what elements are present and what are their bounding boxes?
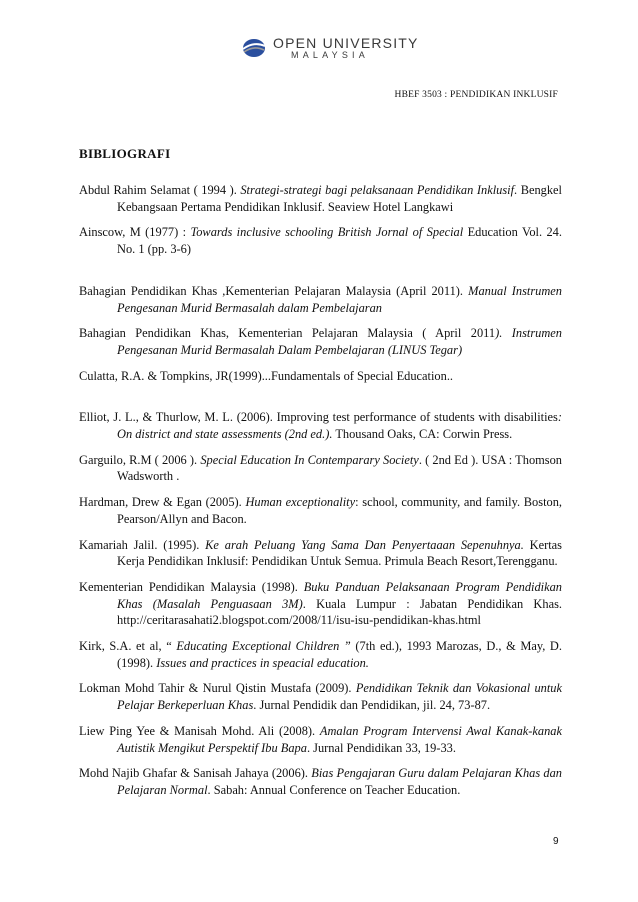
- reference-item: Bahagian Pendidikan Khas ,Kementerian Pelajaran Malaysia (April 2011). Manual Instrumen Pengesanan Murid Bermasalah dalam Pembelajaran: [79, 283, 563, 315]
- logo-text-line2: MALAYSIA: [291, 50, 369, 60]
- reference-item: Ainscow, M (1977) : Towards inclusive schooling British Jornal of Special Education Vol. 24. No. 1 (pp. 3-6): [79, 225, 562, 257]
- reference-item: Kirk, S.A. et al, “ Educating Exceptional Children ” (7th ed.), 1993 Marozas, D., & May, D. (1998). Issues and practices in speacial education.: [79, 639, 562, 670]
- reference-item: Kamariah Jalil. (1995). Ke arah Peluang Yang Sama Dan Penyertaaan Sepenuhnya. Kertas Kerja Pendidikan Inklusif: Pendidikan Untuk Semua. Primula Beach Resort,Terengganu.: [79, 537, 562, 569]
- university-logo: [240, 36, 419, 60]
- reference-item: Abdul Rahim Selamat ( 1994 ). Strategi-strategi bagi pelaksanaan Pendidikan Inklusif. Bengkel Kebangsaan Pertama Pendidikan Inklusif. Seaview Hotel Langkawi: [79, 183, 562, 214]
- reference-item: Culatta, R.A. & Tompkins, JR(1999)...Fundamentals of Special Education..: [79, 368, 454, 383]
- reference-list: [79, 182, 562, 799]
- reference-item: Liew Ping Yee & Manisah Mohd. Ali (2008). Amalan Program Intervensi Awal Kanak-kanak Autistik Mengikut Perspektif Ibu Bapa. Jurnal Pendidikan 33, 19-33.: [79, 723, 562, 755]
- reference-item: Garguilo, R.M ( 2006 ). Special Education In Contemparary Society. ( 2nd Ed ). USA : Thomson Wadsworth .: [79, 452, 562, 484]
- page-title: BIBLIOGRAFI: [79, 146, 171, 161]
- reference-item: Bahagian Pendidikan Khas, Kementerian Pelajaran Malaysia ( April 2011). Instrumen Pengesanan Murid Bermasalah Dalam Pembelajaran (LINUS Tegar): [79, 326, 562, 357]
- reference-item: Elliot, J. L., & Thurlow, M. L. (2006). Improving test performance of students with disabilities: On district and state assessments (2nd ed.). Thousand Oaks, CA: Corwin Press.: [79, 410, 562, 442]
- reference-item: Kementerian Pendidikan Malaysia (1998). Buku Panduan Pelaksanaan Program Pendidikan Khas (Masalah Penguasaan 3M). Kuala Lumpur : Jabatan Pendidikan Khas. http://ceritarasahati2.blogspot.com/2008/11/isu-isu-pendidikan-khas.html: [79, 579, 562, 628]
- reference-item: Lokman Mohd Tahir & Nurul Qistin Mustafa (2009). Pendidikan Teknik dan Vokasional untuk Pelajar Berkeperluan Khas. Jurnal Pendidik dan Pendidikan, jil. 24, 73-87.: [79, 681, 562, 713]
- course-header: HBEF 3503 : PENDIDIKAN INKLUSIF: [394, 90, 558, 100]
- reference-item: Hardman, Drew & Egan (2005). Human exceptionality: school, community, and family. Boston, Pearson/Allyn and Bacon.: [79, 495, 562, 526]
- logo-text-line1: OPEN UNIVERSITY: [273, 35, 419, 51]
- reference-item: Mohd Najib Ghafar & Sanisah Jahaya (2006). Bias Pengajaran Guru dalam Pelajaran Khas dan Pelajaran Normal. Sabah: Annual Conference on Teacher Education.: [79, 766, 562, 797]
- globe-logo-icon: [240, 37, 268, 59]
- page-number: 9: [553, 836, 559, 847]
